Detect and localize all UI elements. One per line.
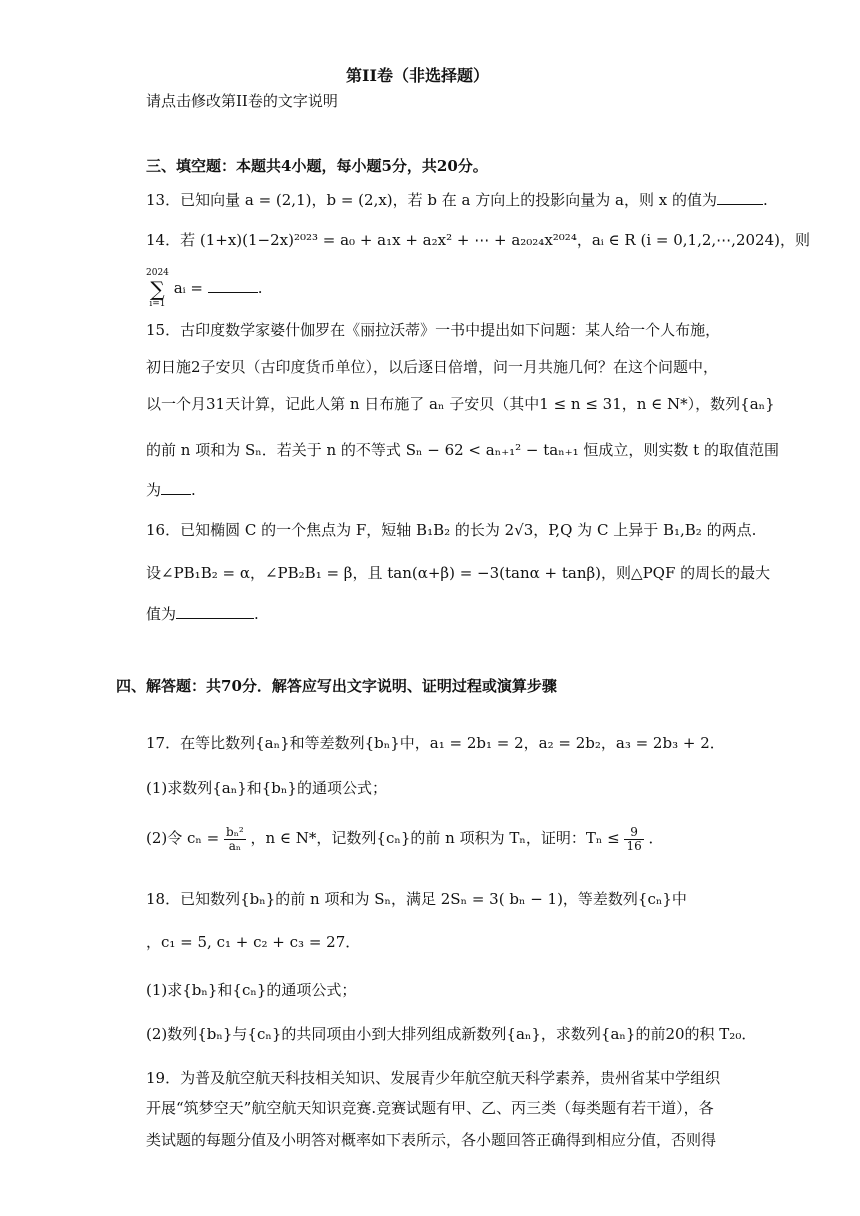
q17-p2-middle: ，n ∈ N*，记数列{cₙ}的前 n 项积为 Tₙ，证明：Tₙ ≤ [250, 829, 620, 847]
q13-text: 13．已知向量 a = (2,1)，b = (2,x)，若 b 在 a 方向上的投影向量为 a，则 x 的值为 [146, 191, 717, 209]
question-15-line4: 的前 n 项和为 Sₙ．若关于 n 的不等式 Sₙ − 62 < aₙ₊₁² − taₙ₊₁ 恒成立，则实数 t 的取值范围 [146, 441, 779, 459]
question-13: 13．已知向量 a = (2,1)，b = (2,x)，若 b 在 a 方向上的投影向量为 a，则 x 的值为 . [146, 191, 768, 209]
sigma-icon: ∑ [150, 277, 165, 301]
answer-blank [717, 190, 763, 205]
section-title: 第II卷（非选择题） [346, 66, 489, 85]
question-19-line1: 19．为普及航空航天科技相关知识、发展青少年航空航天科学素养，贵州省某中学组织 [146, 1069, 721, 1087]
question-18-part1: (1)求{bₙ}和{cₙ}的通项公式； [146, 981, 357, 999]
question-15-line1: 15．古印度数学家婆什伽罗在《丽拉沃蒂》一书中提出如下问题：某人给一个人布施， [146, 321, 721, 339]
question-18-line1: 18．已知数列{bₙ}的前 n 项和为 Sₙ，满足 2Sₙ = 3( bₙ − 1)，等差数列{cₙ}中 [146, 890, 687, 908]
answer-blank [176, 604, 254, 619]
fraction-denominator: aₙ [228, 838, 242, 853]
question-17-part1: (1)求数列{aₙ}和{bₙ}的通项公式； [146, 779, 387, 797]
question-14-line1: 14．若 (1+x)(1−2x)²⁰²³ = a₀ + a₁x + a₂x² + ⋯ + a₂₀₂₄x²⁰²⁴，aᵢ ∈ R (i = 0,1,2,⋯,2024)，则 [146, 231, 810, 249]
answer-blank [208, 278, 258, 293]
q17-p2-end: ． [648, 829, 664, 847]
q15-end: 为 [146, 481, 162, 499]
fraction-c-n [224, 826, 246, 853]
fill-in-header: 三、填空题：本题共4小题，每小题5分，共20分。 [146, 157, 488, 175]
question-19-line3: 类试题的每题分值及小明答对概率如下表所示，各小题回答正确得到相应分值，否则得 [146, 1131, 717, 1149]
q16-end: 值为 [146, 605, 177, 623]
section-note: 请点击修改第II卷的文字说明 [146, 92, 338, 110]
question-17-part2 [146, 822, 664, 854]
question-14-line2: 2024 ∑ i=1 aᵢ = . [146, 268, 263, 309]
fraction-numerator: 9 [624, 826, 643, 840]
sum-upper-limit: 2024 [146, 268, 169, 278]
question-16-line2: 设∠PB₁B₂ = α，∠PB₂B₁ = β，且 tan(α+β) = −3(tanα + tanβ)，则△PQF 的周长的最大 [146, 564, 771, 582]
question-19-line2: 开展“筑梦空天”航空航天知识竞赛.竞赛试题有甲、乙、丙三类（每类题有若干道），各 [146, 1099, 714, 1117]
sum-lower-limit: i=1 [149, 299, 166, 309]
question-15-line3: 以一个月31天计算，记此人第 n 日布施了 aₙ 子安贝（其中1 ≤ n ≤ 31，n ∈ N*），数列{aₙ} [146, 395, 775, 413]
question-18-line2: ，c₁ = 5, c₁ + c₂ + c₃ = 27． [146, 933, 361, 951]
fraction-numerator: bₙ² [226, 824, 244, 839]
question-16-line1: 16．已知椭圆 C 的一个焦点为 F，短轴 B₁B₂ 的长为 2√3，P,Q 为 C 上异于 B₁,B₂ 的两点. [146, 521, 757, 539]
q14-tail: aᵢ = [173, 279, 203, 297]
question-15-line2: 初日施2子安贝（古印度货币单位），以后逐日倍增，问一月共施几何？在这个问题中， [146, 358, 719, 376]
question-17-line1: 17．在等比数列{aₙ}和等差数列{bₙ}中，a₁ = 2b₁ = 2，a₂ = 2b₂，a₃ = 2b₃ + 2． [146, 734, 725, 752]
summation-symbol [146, 268, 169, 310]
fraction-bound [624, 826, 643, 853]
answer-section-header: 四、解答题：共70分．解答应写出文字说明、证明过程或演算步骤 [116, 677, 557, 695]
question-15-line5: 为 . [146, 481, 196, 499]
q17-p2-prefix: (2)令 cₙ = [146, 829, 220, 847]
answer-blank [161, 480, 191, 495]
question-18-part2: (2)数列{bₙ}与{cₙ}的共同项由小到大排列组成新数列{aₙ}，求数列{aₙ}的前20的积 T₂₀． [146, 1025, 757, 1043]
fraction-denominator: 16 [626, 838, 642, 853]
question-16-line3: 值为 . [146, 605, 259, 623]
